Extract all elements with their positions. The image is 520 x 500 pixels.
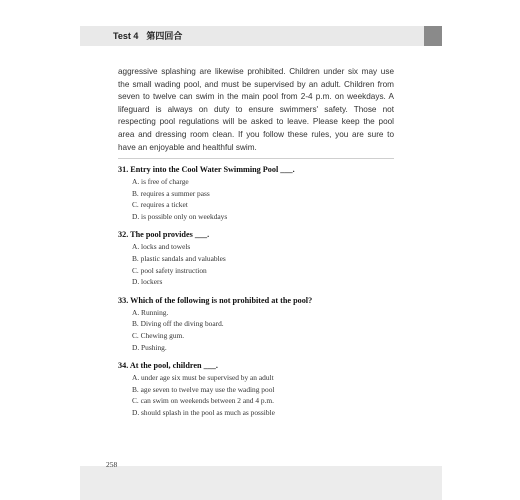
- option-a: A. Running.: [132, 307, 169, 317]
- option-c: C. requires a ticket: [132, 200, 188, 210]
- option-c: C. can swim on weekends between 2 and 4 p.m.: [132, 396, 275, 406]
- header: [113, 29, 182, 42]
- passage-text: aggressive splashing are likewise prohibited. Children under six may use the small wading pool, and must be supervised by an adult. Children from seven to twelve can swim in the main pool from 2-4 p.m. on weekdays. A lifeguard is always on duty to ensure swimmers' safety. Those not respecting pool regulations will be asked to leave. Please keep the pool area and dressing room clean. If you follow these rules, you are sure to have an enjoyable and healthful swim.: [118, 67, 394, 152]
- option-d: D. Pushing.: [132, 342, 167, 352]
- question-title: 33. Which of the following is not prohibited at the pool?: [118, 295, 313, 305]
- option-d: D. is possible only on weekdays: [132, 211, 228, 221]
- option-b: B. Diving off the diving board.: [132, 319, 224, 329]
- option-a: A. is free of charge: [132, 177, 189, 186]
- question-34: [118, 360, 408, 418]
- question-title: 31. Entry into the Cool Water Swimming Pool ___.: [118, 165, 295, 174]
- option-d: D. should splash in the pool as much as possible: [132, 407, 275, 417]
- question-title: 32. The pool provides ___.: [118, 230, 210, 240]
- option-d: D. lockers: [132, 277, 163, 287]
- footer-bar: [80, 466, 442, 500]
- page-number: 258: [106, 460, 118, 469]
- option-a: A. under age six must be supervised by an adult: [132, 373, 274, 383]
- option-c: C. Chewing gum.: [132, 330, 185, 340]
- question-31: [118, 164, 408, 222]
- option-b: B. plastic sandals and valuables: [132, 253, 226, 263]
- header-accent: [424, 26, 442, 46]
- question-list: [118, 164, 408, 426]
- test-label-chinese: 第四回合: [146, 31, 183, 41]
- question-33: [118, 295, 408, 353]
- option-a: A. locks and towels: [132, 242, 191, 252]
- divider: [118, 158, 394, 159]
- question-title: 34. At the pool, children ___.: [118, 361, 218, 371]
- option-c: C. pool safety instruction: [132, 265, 207, 275]
- question-32: [118, 229, 408, 287]
- option-b: B. requires a summer pass: [132, 188, 210, 198]
- option-b: B. age seven to twelve may use the wading pool: [132, 384, 275, 394]
- test-label: Test 4: [113, 31, 139, 41]
